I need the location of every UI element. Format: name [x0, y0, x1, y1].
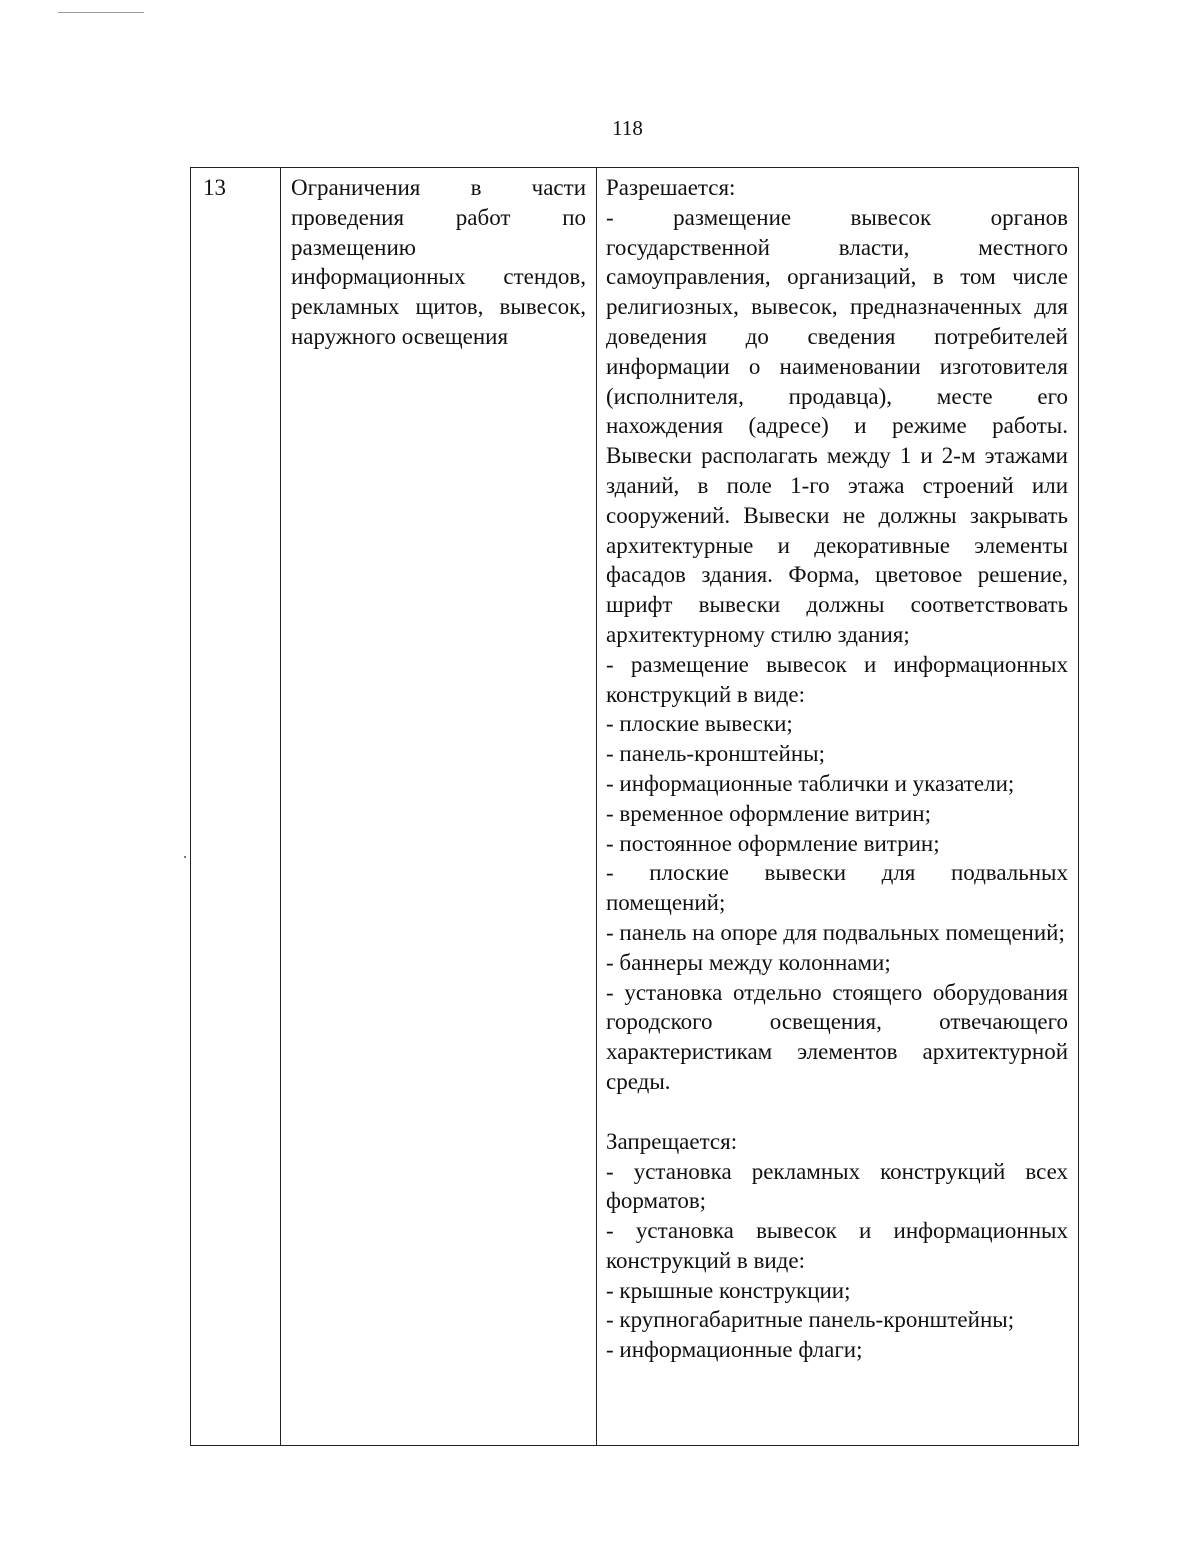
page-number: 118: [612, 116, 643, 140]
allowed-item: - размещение вывесок органов государственной власти, местного самоуправления, организаций, в том числе религиозных, вывесок, предназначенных для доведения до сведения потребителей информации о наименовании изготовителя (исполнителя, продавца), месте его нахождения (адресе) и режиме работы. Вывески располагать между 1 и 2-м этажами зданий, в поле 1-го этажа строений или сооружений. Вывески не должны закрывать архитектурные и декоративные элементы фасадов здания. Форма, цветовое решение, шрифт вывески должны соответствовать архитектурному стилю здания;: [606, 204, 1068, 647]
forbidden-title: Запрещается:: [606, 1128, 738, 1154]
forbidden-item: - информационные флаги;: [606, 1337, 863, 1363]
allowed-item: - баннеры между колоннами;: [606, 949, 891, 975]
restriction-rules-cell: [597, 168, 1079, 1446]
allowed-title: Разрешается:: [606, 175, 736, 200]
forbidden-item: - крупногабаритные панель-кронштейны;: [606, 1307, 1015, 1333]
allowed-item: - размещение вывесок и информационных конструкций в виде:: [606, 651, 1068, 707]
allowed-item: - панель-кронштейны;: [606, 741, 825, 767]
allowed-item: - установка отдельно стоящего оборудования городского освещения, отвечающего характеристикам элементов архитектурной среды.: [606, 979, 1068, 1094]
allowed-item: - информационные таблички и указатели;: [606, 770, 1015, 796]
scan-artifact-dot: [184, 856, 186, 858]
allowed-item: - временное оформление витрин;: [606, 800, 931, 826]
restriction-name-cell: [281, 168, 597, 1446]
restrictions-table: [190, 167, 1079, 1446]
allowed-item: - плоские вывески;: [606, 711, 793, 737]
table-row: [191, 168, 1079, 1446]
allowed-item: - панель на опоре для подвальных помещений;: [606, 919, 1065, 945]
allowed-item: - постоянное оформление витрин;: [606, 830, 940, 856]
allowed-item: - плоские вывески для подвальных помещений;: [606, 860, 1068, 916]
forbidden-item: - установка вывесок и информационных конструкций в виде:: [606, 1218, 1068, 1273]
forbidden-item: - крышные конструкции;: [606, 1277, 851, 1303]
scan-artifact-line: [58, 12, 144, 13]
row-number-cell: [191, 168, 281, 1446]
forbidden-item: - установка рекламных конструкций всех форматов;: [606, 1158, 1068, 1214]
restriction-name: Ограничения в части проведения работ по размещению информационных стендов, рекламных щитов, вывесок, наружного освещения: [291, 175, 586, 349]
row-number: 13: [203, 175, 226, 200]
section-gap: [606, 1097, 1068, 1127]
